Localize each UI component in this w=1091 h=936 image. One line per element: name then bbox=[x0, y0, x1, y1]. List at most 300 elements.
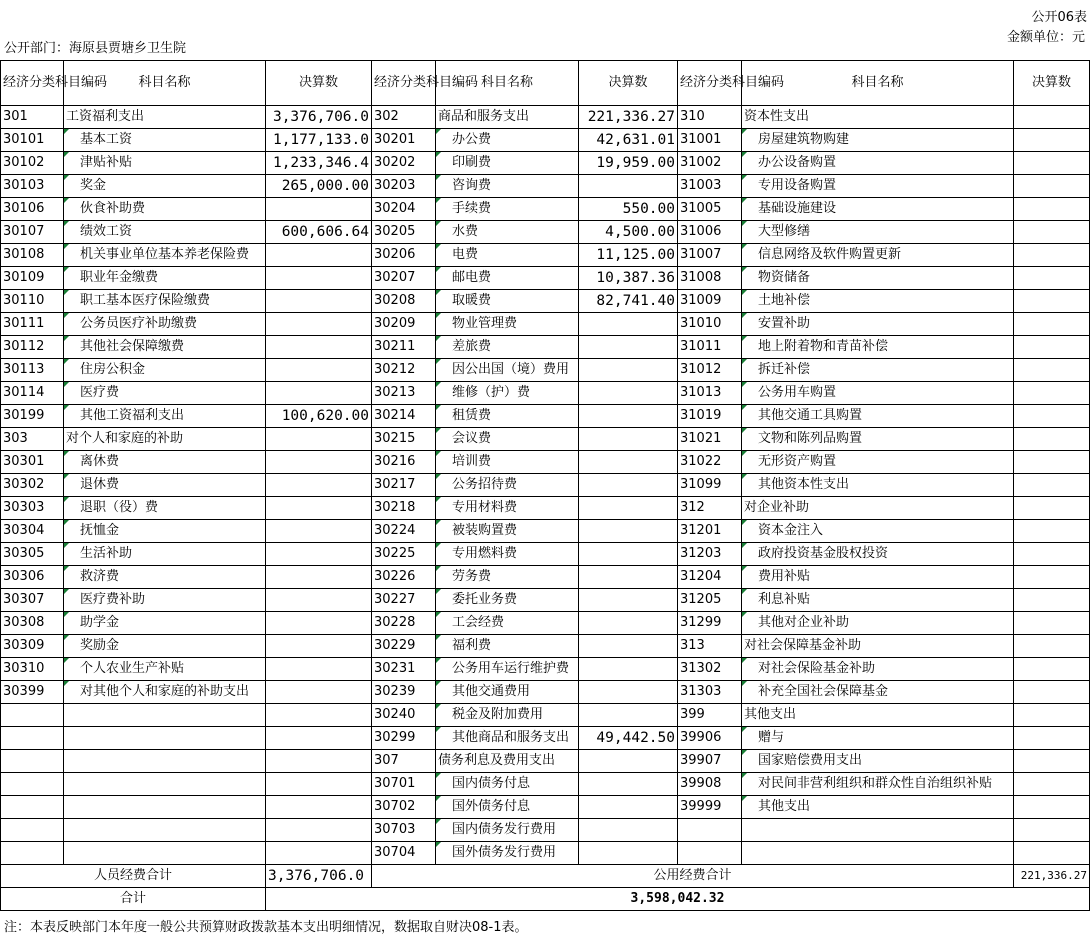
table-row bbox=[1, 520, 1090, 543]
table-row bbox=[1, 543, 1090, 566]
subject-code: 30201 bbox=[372, 129, 436, 152]
subject-name: 生活补助 bbox=[64, 543, 266, 566]
table-row bbox=[1, 106, 1090, 129]
unit-label: 金额单位：元 bbox=[1006, 30, 1085, 45]
subject-name: 其他对企业补助 bbox=[742, 612, 1014, 635]
subject-code: 31007 bbox=[678, 244, 742, 267]
subject-code: 30206 bbox=[372, 244, 436, 267]
amount-value bbox=[1014, 451, 1090, 474]
subject-name: 补充全国社会保障基金 bbox=[742, 681, 1014, 704]
amount-value: 19,959.00 bbox=[579, 152, 678, 175]
amount-value bbox=[579, 773, 678, 796]
subject-name: 对民间非营利组织和群众性自治组织补贴 bbox=[742, 773, 1014, 796]
grand-total-value: 3,598,042.32 bbox=[266, 888, 1090, 911]
subject-name: 个人农业生产补贴 bbox=[64, 658, 266, 681]
subject-name: 土地补偿 bbox=[742, 290, 1014, 313]
col-header-amount: 决算数 bbox=[1014, 61, 1090, 106]
amount-value bbox=[266, 474, 372, 497]
subject-code: 30308 bbox=[1, 612, 64, 635]
amount-value: 100,620.00 bbox=[266, 405, 372, 428]
subject-code: 30207 bbox=[372, 267, 436, 290]
amount-value bbox=[579, 612, 678, 635]
amount-value: 82,741.40 bbox=[579, 290, 678, 313]
subject-code: 30703 bbox=[372, 819, 436, 842]
amount-value bbox=[1014, 497, 1090, 520]
subject-code: 30225 bbox=[372, 543, 436, 566]
amount-value: 1,233,346.4 bbox=[266, 152, 372, 175]
subject-code: 30215 bbox=[372, 428, 436, 451]
amount-value: 10,387.36 bbox=[579, 267, 678, 290]
amount-value bbox=[579, 497, 678, 520]
amount-value bbox=[1014, 727, 1090, 750]
amount-value bbox=[1014, 152, 1090, 175]
subject-code: 30202 bbox=[372, 152, 436, 175]
amount-value bbox=[266, 658, 372, 681]
subject-code: 30302 bbox=[1, 474, 64, 497]
amount-value bbox=[266, 635, 372, 658]
subject-code: 39999 bbox=[678, 796, 742, 819]
amount-value bbox=[1014, 796, 1090, 819]
subject-name: 电费 bbox=[436, 244, 579, 267]
subject-name: 大型修缮 bbox=[742, 221, 1014, 244]
table-row bbox=[1, 244, 1090, 267]
subject-name: 文物和陈列品购置 bbox=[742, 428, 1014, 451]
subject-name: 绩效工资 bbox=[64, 221, 266, 244]
amount-value bbox=[266, 359, 372, 382]
amount-value bbox=[579, 359, 678, 382]
amount-value bbox=[579, 543, 678, 566]
col-header-name: 科目名称 bbox=[436, 61, 579, 106]
subject-code: 30209 bbox=[372, 313, 436, 336]
amount-value: 550.00 bbox=[579, 198, 678, 221]
subject-name: 奖励金 bbox=[64, 635, 266, 658]
subject-name: 医疗费 bbox=[64, 382, 266, 405]
amount-value: 1,177,133.0 bbox=[266, 129, 372, 152]
subject-code: 30227 bbox=[372, 589, 436, 612]
subject-code bbox=[1, 750, 64, 773]
subject-name: 对个人和家庭的补助 bbox=[64, 428, 266, 451]
subject-code: 31205 bbox=[678, 589, 742, 612]
amount-value bbox=[266, 336, 372, 359]
table-row bbox=[1, 612, 1090, 635]
subject-name: 被装购置费 bbox=[436, 520, 579, 543]
amount-value bbox=[1014, 819, 1090, 842]
col-header-name: 科目名称 bbox=[742, 61, 1014, 106]
amount-value bbox=[266, 543, 372, 566]
table-row bbox=[1, 359, 1090, 382]
amount-value bbox=[266, 244, 372, 267]
subject-name: 公务招待费 bbox=[436, 474, 579, 497]
amount-value bbox=[266, 704, 372, 727]
table-row bbox=[1, 750, 1090, 773]
subject-name: 物业管理费 bbox=[436, 313, 579, 336]
amount-value bbox=[579, 520, 678, 543]
subject-name: 公务用车购置 bbox=[742, 382, 1014, 405]
subject-code: 30113 bbox=[1, 359, 64, 382]
footnote: 注：本表反映部门本年度一般公共预算财政拨款基本支出明细情况，数据取自财决08-1表。 bbox=[4, 920, 528, 935]
grand-total-row bbox=[1, 888, 1090, 911]
subject-code: 30399 bbox=[1, 681, 64, 704]
subject-code: 31201 bbox=[678, 520, 742, 543]
table-row bbox=[1, 198, 1090, 221]
subject-code bbox=[1, 842, 64, 865]
subject-name: 对社会保险基金补助 bbox=[742, 658, 1014, 681]
table-row bbox=[1, 313, 1090, 336]
subject-code: 31099 bbox=[678, 474, 742, 497]
subject-code bbox=[1, 796, 64, 819]
table-body bbox=[1, 106, 1090, 865]
subject-code: 30224 bbox=[372, 520, 436, 543]
col-header-code: 经济分类科目编码 bbox=[372, 61, 436, 106]
subject-code: 301 bbox=[1, 106, 64, 129]
amount-value bbox=[266, 520, 372, 543]
table-row bbox=[1, 796, 1090, 819]
subject-name: 专用燃料费 bbox=[436, 543, 579, 566]
table-row bbox=[1, 727, 1090, 750]
subject-code: 31003 bbox=[678, 175, 742, 198]
subject-code: 31013 bbox=[678, 382, 742, 405]
subject-name bbox=[64, 796, 266, 819]
subject-name: 办公设备购置 bbox=[742, 152, 1014, 175]
subject-code: 302 bbox=[372, 106, 436, 129]
subject-code: 31002 bbox=[678, 152, 742, 175]
amount-value bbox=[266, 589, 372, 612]
amount-value bbox=[1014, 405, 1090, 428]
subject-code: 30114 bbox=[1, 382, 64, 405]
subject-name: 地上附着物和青苗补偿 bbox=[742, 336, 1014, 359]
subject-name: 其他支出 bbox=[742, 796, 1014, 819]
subject-code: 30299 bbox=[372, 727, 436, 750]
subject-code: 30240 bbox=[372, 704, 436, 727]
table-row bbox=[1, 382, 1090, 405]
subject-name: 政府投资基金股权投资 bbox=[742, 543, 1014, 566]
subject-name: 职业年金缴费 bbox=[64, 267, 266, 290]
grand-total-label: 合计 bbox=[1, 888, 266, 911]
amount-value bbox=[266, 290, 372, 313]
table-row bbox=[1, 175, 1090, 198]
subject-name: 资本性支出 bbox=[742, 106, 1014, 129]
amount-value bbox=[1014, 313, 1090, 336]
subject-code: 30304 bbox=[1, 520, 64, 543]
subject-code: 30205 bbox=[372, 221, 436, 244]
subject-name: 资本金注入 bbox=[742, 520, 1014, 543]
amount-value bbox=[266, 727, 372, 750]
subject-name: 印刷费 bbox=[436, 152, 579, 175]
table-row bbox=[1, 773, 1090, 796]
amount-value bbox=[1014, 198, 1090, 221]
subject-name bbox=[64, 704, 266, 727]
subject-name: 国家赔偿费用支出 bbox=[742, 750, 1014, 773]
subject-code: 30305 bbox=[1, 543, 64, 566]
subject-name bbox=[64, 750, 266, 773]
subject-name: 债务利息及费用支出 bbox=[436, 750, 579, 773]
subject-code: 303 bbox=[1, 428, 64, 451]
subject-name: 机关事业单位基本养老保险费 bbox=[64, 244, 266, 267]
amount-value bbox=[579, 658, 678, 681]
subject-name: 福利费 bbox=[436, 635, 579, 658]
subject-code: 39906 bbox=[678, 727, 742, 750]
table-row bbox=[1, 221, 1090, 244]
subject-name: 其他支出 bbox=[742, 704, 1014, 727]
table-row bbox=[1, 681, 1090, 704]
subject-name: 咨询费 bbox=[436, 175, 579, 198]
amount-value bbox=[579, 635, 678, 658]
subject-name: 因公出国（境）费用 bbox=[436, 359, 579, 382]
amount-value bbox=[266, 681, 372, 704]
subject-code: 31021 bbox=[678, 428, 742, 451]
amount-value bbox=[1014, 336, 1090, 359]
amount-value bbox=[1014, 474, 1090, 497]
amount-value bbox=[1014, 382, 1090, 405]
subject-code: 30107 bbox=[1, 221, 64, 244]
subject-code: 30213 bbox=[372, 382, 436, 405]
amount-value bbox=[266, 750, 372, 773]
subject-code: 39908 bbox=[678, 773, 742, 796]
subject-name: 工会经费 bbox=[436, 612, 579, 635]
subject-name: 费用补贴 bbox=[742, 566, 1014, 589]
amount-value bbox=[1014, 290, 1090, 313]
subject-code bbox=[1, 819, 64, 842]
amount-value: 11,125.00 bbox=[579, 244, 678, 267]
amount-value bbox=[579, 175, 678, 198]
amount-value: 42,631.01 bbox=[579, 129, 678, 152]
amount-value bbox=[579, 681, 678, 704]
subject-code: 31203 bbox=[678, 543, 742, 566]
amount-value bbox=[1014, 106, 1090, 129]
subject-code: 30110 bbox=[1, 290, 64, 313]
subject-name bbox=[64, 727, 266, 750]
subject-code bbox=[678, 842, 742, 865]
col-header-code: 经济分类科目编码 bbox=[1, 61, 64, 106]
amount-value bbox=[1014, 566, 1090, 589]
personnel-total-label: 人员经费合计 bbox=[1, 865, 266, 887]
subject-name: 房屋建筑物购建 bbox=[742, 129, 1014, 152]
public-total-value: 221,336.27 bbox=[1014, 865, 1090, 888]
subject-code: 31012 bbox=[678, 359, 742, 382]
subject-name: 专用设备购置 bbox=[742, 175, 1014, 198]
table-row bbox=[1, 336, 1090, 359]
col-header-amount: 决算数 bbox=[579, 61, 678, 106]
personnel-total-row bbox=[1, 865, 1090, 888]
amount-value bbox=[579, 428, 678, 451]
amount-value bbox=[266, 796, 372, 819]
table-row bbox=[1, 267, 1090, 290]
subject-code: 30231 bbox=[372, 658, 436, 681]
amount-value bbox=[1014, 221, 1090, 244]
amount-value bbox=[266, 313, 372, 336]
amount-value bbox=[579, 451, 678, 474]
subject-name: 物资储备 bbox=[742, 267, 1014, 290]
subject-code: 31011 bbox=[678, 336, 742, 359]
subject-name: 公务用车运行维护费 bbox=[436, 658, 579, 681]
amount-value bbox=[266, 451, 372, 474]
subject-name: 退职（役）费 bbox=[64, 497, 266, 520]
amount-value bbox=[579, 382, 678, 405]
subject-name: 拆迁补偿 bbox=[742, 359, 1014, 382]
subject-code: 30704 bbox=[372, 842, 436, 865]
amount-value bbox=[1014, 658, 1090, 681]
subject-name: 会议费 bbox=[436, 428, 579, 451]
subject-code: 30199 bbox=[1, 405, 64, 428]
subject-code: 30212 bbox=[372, 359, 436, 382]
subject-code: 30309 bbox=[1, 635, 64, 658]
amount-value bbox=[579, 589, 678, 612]
table-row bbox=[1, 566, 1090, 589]
subject-name: 抚恤金 bbox=[64, 520, 266, 543]
amount-value: 4,500.00 bbox=[579, 221, 678, 244]
subject-code: 30702 bbox=[372, 796, 436, 819]
subject-name: 基本工资 bbox=[64, 129, 266, 152]
amount-value bbox=[579, 474, 678, 497]
subject-name: 委托业务费 bbox=[436, 589, 579, 612]
amount-value bbox=[266, 819, 372, 842]
subject-name: 医疗费补助 bbox=[64, 589, 266, 612]
subject-name: 国内债务付息 bbox=[436, 773, 579, 796]
subject-code: 30109 bbox=[1, 267, 64, 290]
subject-code: 30239 bbox=[372, 681, 436, 704]
table-row bbox=[1, 497, 1090, 520]
col-header-amount: 决算数 bbox=[266, 61, 372, 106]
sheet-tag: 公开06表 bbox=[1031, 10, 1087, 25]
subject-code bbox=[1, 727, 64, 750]
subject-code: 30306 bbox=[1, 566, 64, 589]
amount-value bbox=[1014, 428, 1090, 451]
subject-name: 职工基本医疗保险缴费 bbox=[64, 290, 266, 313]
amount-value bbox=[1014, 359, 1090, 382]
personnel-total-value: 3,376,706.0 bbox=[268, 868, 365, 884]
subject-name: 税金及附加费用 bbox=[436, 704, 579, 727]
table-row bbox=[1, 129, 1090, 152]
subject-code: 30216 bbox=[372, 451, 436, 474]
amount-value bbox=[266, 612, 372, 635]
subject-code: 30108 bbox=[1, 244, 64, 267]
subject-name: 国外债务付息 bbox=[436, 796, 579, 819]
subject-code: 31303 bbox=[678, 681, 742, 704]
amount-value bbox=[266, 566, 372, 589]
amount-value bbox=[1014, 750, 1090, 773]
personnel-total-cell bbox=[1, 865, 372, 888]
subject-name: 培训费 bbox=[436, 451, 579, 474]
public-total-label: 公用经费合计 bbox=[372, 865, 1014, 888]
subject-name bbox=[64, 819, 266, 842]
subject-name: 商品和服务支出 bbox=[436, 106, 579, 129]
subject-name: 伙食补助费 bbox=[64, 198, 266, 221]
subject-code: 307 bbox=[372, 750, 436, 773]
subject-name: 奖金 bbox=[64, 175, 266, 198]
subject-name: 其他资本性支出 bbox=[742, 474, 1014, 497]
subject-name: 退休费 bbox=[64, 474, 266, 497]
subject-code: 30218 bbox=[372, 497, 436, 520]
subject-code: 30112 bbox=[1, 336, 64, 359]
subject-name: 安置补助 bbox=[742, 313, 1014, 336]
subject-code: 30211 bbox=[372, 336, 436, 359]
amount-value bbox=[1014, 267, 1090, 290]
subject-name: 邮电费 bbox=[436, 267, 579, 290]
subject-code: 30203 bbox=[372, 175, 436, 198]
table-row bbox=[1, 152, 1090, 175]
subject-code: 399 bbox=[678, 704, 742, 727]
amount-value: 600,606.64 bbox=[266, 221, 372, 244]
amount-value bbox=[1014, 842, 1090, 865]
subject-name: 信息网络及软件购置更新 bbox=[742, 244, 1014, 267]
subject-code: 31302 bbox=[678, 658, 742, 681]
subject-name: 其他交通费用 bbox=[436, 681, 579, 704]
subject-name bbox=[742, 842, 1014, 865]
table-row bbox=[1, 704, 1090, 727]
amount-value bbox=[1014, 612, 1090, 635]
subject-code: 31010 bbox=[678, 313, 742, 336]
subject-code: 30214 bbox=[372, 405, 436, 428]
subject-code: 313 bbox=[678, 635, 742, 658]
subject-code: 31008 bbox=[678, 267, 742, 290]
subject-code: 31022 bbox=[678, 451, 742, 474]
amount-value bbox=[579, 405, 678, 428]
subject-code: 30101 bbox=[1, 129, 64, 152]
subject-code: 31019 bbox=[678, 405, 742, 428]
subject-code: 30217 bbox=[372, 474, 436, 497]
amount-value bbox=[266, 428, 372, 451]
subject-code: 30204 bbox=[372, 198, 436, 221]
subject-name: 赠与 bbox=[742, 727, 1014, 750]
subject-name: 其他工资福利支出 bbox=[64, 405, 266, 428]
subject-code: 31299 bbox=[678, 612, 742, 635]
header-row bbox=[1, 61, 1090, 106]
table-row bbox=[1, 635, 1090, 658]
subject-code: 312 bbox=[678, 497, 742, 520]
subject-name: 对社会保障基金补助 bbox=[742, 635, 1014, 658]
subject-code: 30226 bbox=[372, 566, 436, 589]
department-label: 公开部门：海原县贾塘乡卫生院 bbox=[4, 41, 187, 56]
amount-value bbox=[266, 497, 372, 520]
amount-value bbox=[579, 842, 678, 865]
amount-value bbox=[579, 704, 678, 727]
amount-value bbox=[266, 382, 372, 405]
subject-name: 利息补贴 bbox=[742, 589, 1014, 612]
subject-code: 30701 bbox=[372, 773, 436, 796]
subject-name: 津贴补贴 bbox=[64, 152, 266, 175]
table-row bbox=[1, 290, 1090, 313]
table-row bbox=[1, 474, 1090, 497]
subject-name: 劳务费 bbox=[436, 566, 579, 589]
subject-code: 30102 bbox=[1, 152, 64, 175]
subject-name: 维修（护）费 bbox=[436, 382, 579, 405]
subject-name: 其他交通工具购置 bbox=[742, 405, 1014, 428]
subject-code: 31009 bbox=[678, 290, 742, 313]
amount-value bbox=[266, 198, 372, 221]
subject-name bbox=[64, 842, 266, 865]
subject-code: 30111 bbox=[1, 313, 64, 336]
amount-value: 3,376,706.0 bbox=[266, 106, 372, 129]
subject-name: 租赁费 bbox=[436, 405, 579, 428]
amount-value bbox=[579, 313, 678, 336]
amount-value bbox=[579, 336, 678, 359]
subject-code: 30310 bbox=[1, 658, 64, 681]
subject-name bbox=[742, 819, 1014, 842]
amount-value bbox=[579, 566, 678, 589]
amount-value bbox=[1014, 129, 1090, 152]
subject-code: 30229 bbox=[372, 635, 436, 658]
subject-name: 基础设施建设 bbox=[742, 198, 1014, 221]
amount-value bbox=[1014, 589, 1090, 612]
expenditure-table bbox=[0, 60, 1090, 911]
amount-value bbox=[1014, 681, 1090, 704]
subject-code bbox=[1, 773, 64, 796]
subject-code bbox=[678, 819, 742, 842]
amount-value bbox=[1014, 244, 1090, 267]
subject-code bbox=[1, 704, 64, 727]
amount-value bbox=[1014, 520, 1090, 543]
amount-value bbox=[1014, 773, 1090, 796]
